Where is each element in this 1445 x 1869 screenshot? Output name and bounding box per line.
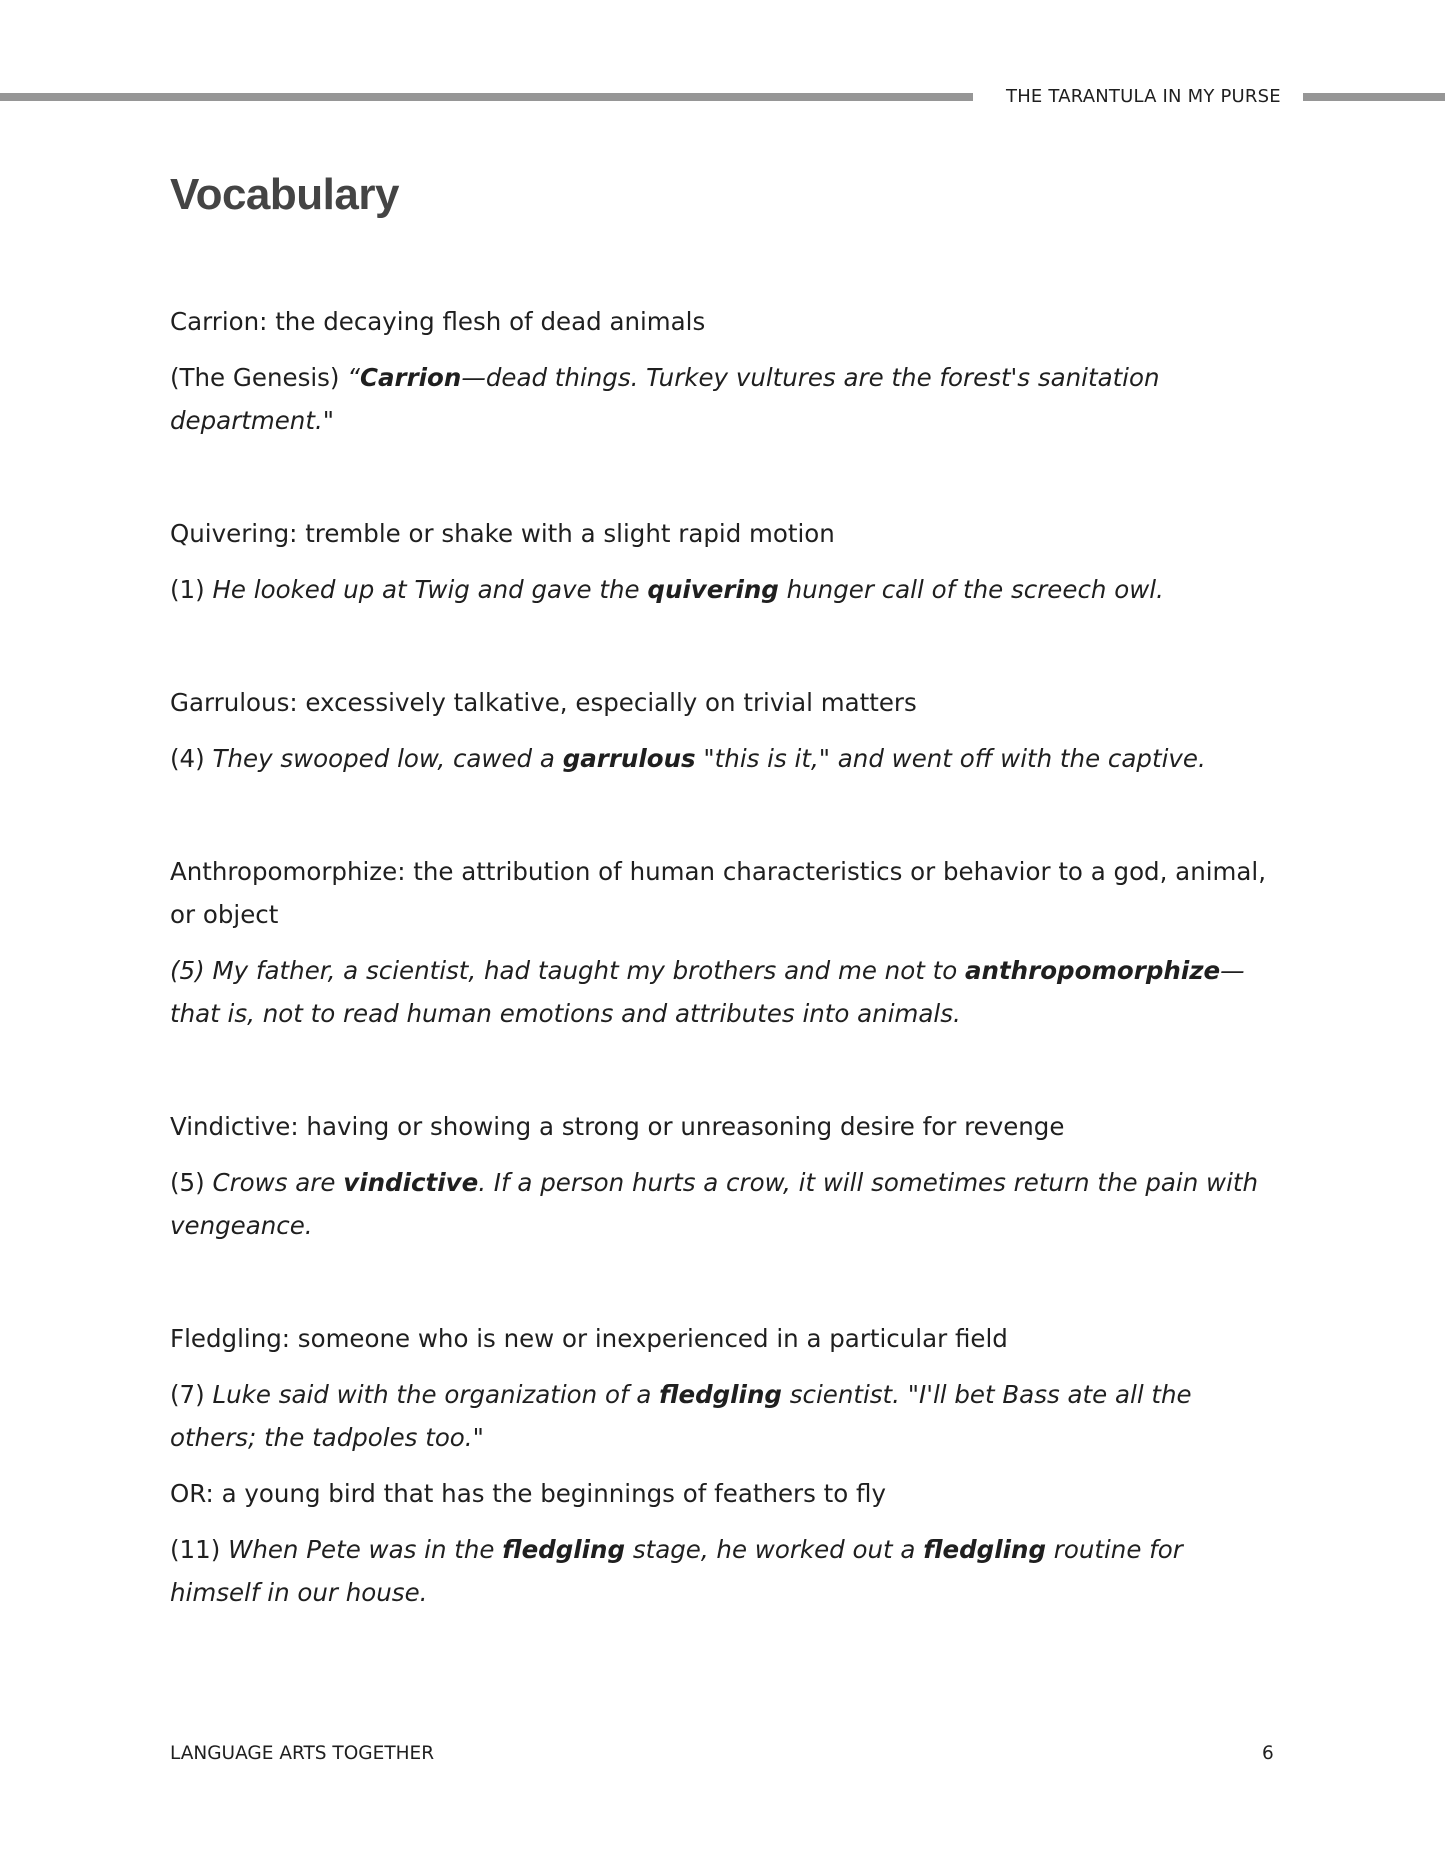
vocabulary-list — [170, 300, 1270, 1684]
header-rule-right — [1303, 93, 1445, 101]
vocabulary-word-highlight: quivering — [647, 575, 779, 604]
example-text-segment: He looked up at Twig and gave the — [212, 575, 648, 604]
definition: Anthropomorphize: the attribution of human characteristics or behavior to a god, animal, or object — [170, 857, 1267, 929]
example-text-segment: (5) My father, a scientist, had taught my brothers and me not to — [170, 956, 965, 985]
example-sentence — [170, 737, 1270, 780]
definition: Quivering: tremble or shake with a slight rapid motion — [170, 519, 835, 548]
example-sentence — [170, 1373, 1270, 1459]
example-text-segment: . If a person hurts a crow, it will sometimes return the pain with vengeance. — [170, 1168, 1259, 1240]
vocabulary-entry — [170, 1317, 1270, 1614]
footer-title: LANGUAGE ARTS TOGETHER — [170, 1743, 435, 1764]
vocabulary-entry — [170, 681, 1270, 780]
example-reference: (7) — [170, 1380, 213, 1409]
definition: Garrulous: excessively talkative, especially on trivial matters — [170, 688, 917, 717]
example-text — [213, 575, 1164, 604]
vocabulary-word-highlight: garrulous — [562, 744, 696, 773]
vocabulary-entry — [170, 512, 1270, 611]
vocabulary-word-highlight: Carrion — [359, 363, 462, 392]
example-text — [170, 1535, 1183, 1607]
running-title: THE TARANTULA IN MY PURSE — [1006, 86, 1281, 107]
definition: Vindictive: having or showing a strong or unreasoning desire for revenge — [170, 1112, 1065, 1141]
example-text-segment: —that is, not to read human emotions and attributes into animals. — [170, 956, 1245, 1028]
vocabulary-word-highlight: fledgling — [502, 1535, 626, 1564]
alternate-definition: OR: a young bird that has the beginnings of feathers to fly — [170, 1479, 886, 1508]
example-reference: (The Genesis) — [170, 363, 348, 392]
example-text-segment: —dead things. Turkey vultures are the forest's sanitation department." — [170, 363, 1160, 435]
example-reference: (4) — [170, 744, 213, 773]
example-text-segment: “ — [347, 363, 360, 392]
definition: Carrion: the decaying flesh of dead animals — [170, 307, 706, 336]
example-reference: (1) — [170, 575, 213, 604]
example-sentence — [170, 949, 1270, 1035]
example-text-segment: They swooped low, cawed a — [212, 744, 563, 773]
example-text-segment: Luke said with the organization of a — [212, 1380, 660, 1409]
page-title: Vocabulary — [170, 170, 399, 219]
example-text-segment: Crows are — [212, 1168, 344, 1197]
vocabulary-word-highlight: anthropomorphize — [964, 956, 1221, 985]
example-reference: (5) — [170, 1168, 213, 1197]
example-text — [170, 1380, 1192, 1452]
example-text-segment: hunger call of the screech owl. — [778, 575, 1164, 604]
vocabulary-entry — [170, 850, 1270, 1035]
example-text-segment: scientist. "I'll bet Bass ate all the others; the tadpoles too." — [170, 1380, 1192, 1452]
example-text-segment: routine for himself in our house. — [170, 1535, 1183, 1607]
example-sentence — [170, 1528, 1270, 1614]
vocabulary-entry — [170, 1105, 1270, 1247]
example-sentence — [170, 356, 1270, 442]
example-text — [170, 1168, 1258, 1240]
vocabulary-word-highlight: fledgling — [659, 1380, 782, 1409]
example-text-segment: stage, he worked out a — [625, 1535, 924, 1564]
example-text — [213, 744, 1206, 773]
example-text-segment: "this is it," and went off with the captive. — [695, 744, 1206, 773]
header-rule-left — [0, 93, 973, 101]
vocabulary-word-highlight: vindictive — [343, 1168, 479, 1197]
page-number: 6 — [1262, 1743, 1274, 1764]
vocabulary-word-highlight: fledgling — [923, 1535, 1046, 1564]
example-text — [170, 956, 1245, 1028]
vocabulary-entry — [170, 300, 1270, 442]
definition: Fledgling: someone who is new or inexperienced in a particular field — [170, 1324, 1008, 1353]
example-sentence — [170, 568, 1270, 611]
example-text-segment: When Pete was in the — [228, 1535, 503, 1564]
example-reference: (11) — [170, 1535, 229, 1564]
example-sentence — [170, 1161, 1270, 1247]
